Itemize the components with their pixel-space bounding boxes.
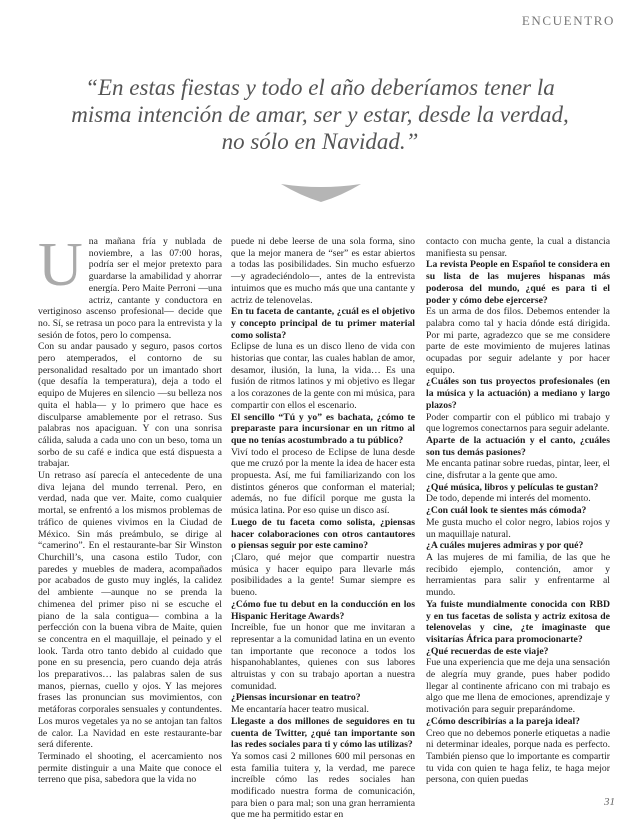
interview-question: El sencillo “Tú y yo” es bachata, ¿cómo te preparaste para incursionar en un ritmo al que no tenías acostumbrado a tu público?	[231, 411, 415, 446]
paragraph: Un retraso así parecía el antecedente de una diva lejana del mundo terrenal. Pero, en verdad, nada que ver. Maite, como cualquier mortal, se enfrentó a los mismos problemas de tráfico de quienes vivimos en la Ciudad de México. Sin más preámbulo, se dirige al “camerino”. En el restaurante-bar Sir Winston Churchill’s, una casona estilo Tudor, con paredes y muebles de madera, acompañados por acabados de gusto muy inglés, la calidez del ambiente —aunque no se prenda la chimenea del primer piso ni se escuche el piano de la sala contigua— combina a la perfección con la buena vibra de Maite, quien se concentra en el maquillaje, el peinado y el look. Tarda otro tanto debido al cuidado que pone en su presencia, pero cuando deja atrás los preparativos… las palabras salen de sus manos, piernas, cuello y ojos. Y las mejores frases las pronuncian sus movimientos, con metáforas corporales sensuales y contundentes. Los muros vegetales ya no se antojan tan faltos de calor. La Navidad en este restaurante-bar será diferente.	[38, 470, 222, 751]
interview-answer: Eclipse de luna es un disco lleno de vida con historias que contar, las cuales hablan de amor, desamor, ilusión, la luna, la vida… Es una fusión de ritmos latinos y mi objetivo es llegar a los corazones de la gente con mi música, para compartir con ellos el escenario.	[231, 341, 415, 411]
interview-answer: puede ni debe leerse de una sola forma, sino que la mejor manera de “ser” es estar abiertos a todas las posibilidades. Sin mucho esfuerzo —y agradeciéndolo—, antes de la entrevista intuimos que es mucho más que una cantante y actriz de telenovelas.	[231, 236, 415, 306]
interview-question: ¿A cuáles mujeres admiras y por qué?	[426, 540, 584, 552]
article-column-2	[231, 236, 415, 821]
paragraph: Terminado el shooting, el acercamiento nos permite distinguir a una Maite que conoce el terreno que pisa, sabedora que la vida no	[38, 750, 222, 786]
interview-question: ¿Qué música, libros y películas te gustan?	[426, 481, 599, 493]
interview-answer: A las mujeres de mi familia, de las que he recibido ejemplo, contención, amor y herramientas para salir y enfrentarme al mundo.	[426, 551, 610, 599]
interview-answer: contacto con mucha gente, la cual a distancia manifiesta su pensar.	[426, 236, 610, 259]
interview-question: ¿Cuáles son tus proyectos profesionales (en la música y la actuación) a mediano y largo plazos?	[426, 376, 610, 411]
paragraph: Con su andar pausado y seguro, pasos cortos pero atemperados, el contorno de su personalidad resaltado por un imantado short (que desafía la temperatura), deja a todo el equipo de Mujeres en silencio —su belleza nos quita el habla— y lo primero que hace es disculparse amablemente por el retraso. Sus palabras nos apaciguan. Y con una sonrisa cálida, saluda a cada uno con un beso, toma un sorbo de su café e indica que está dispuesta a trabajar.	[38, 341, 222, 470]
interview-question: Llegaste a dos millones de seguidores en tu cuenta de Twitter, ¿qué tan importante son las redes sociales para ti y cómo las utilizas?	[231, 715, 415, 751]
interview-question: ¿Cómo describirías a la pareja ideal?	[426, 715, 581, 727]
interview-question: La revista People en Español te considera en su lista de las mujeres hispanas más poderosa del mundo, ¿qué es para ti el poder y cómo debe ejercerse?	[426, 259, 610, 306]
interview-answer: Creo que no debemos ponerle etiquetas a nadie ni determinar ideales, porque nada es perfecto. También pienso que lo importante es compartir tu vida con quien te haga feliz, te haga mejor persona, con quien puedas	[426, 727, 610, 786]
ornament-divider-icon	[281, 182, 361, 204]
interview-question: Luego de tu faceta como solista, ¿piensas hacer colaboraciones con otros cantautores o piensas seguir por este camino?	[231, 516, 415, 552]
drop-cap: U	[38, 231, 83, 299]
interview-question: Aparte de la actuación y el canto, ¿cuáles son tus demás pasiones?	[426, 434, 610, 458]
article-column-1	[38, 231, 222, 796]
interview-answer: Viví todo el proceso de Eclipse de luna desde que me cruzó por la mente la idea de hacer esta propuesta. Así, me fui familiarizando con los distintos géneros que conforman el material; además, no fue difícil porque me gusta la música latina. Por eso quise un disco así.	[231, 446, 415, 517]
interview-answer: Es un arma de dos filos. Debemos entender la palabra como tal y hacia dónde está dirigida. Por mi parte, agradezco que se me considere parte de este movimiento de mujeres latinas ocupadas por seguir adelante y por hacer equipo.	[426, 306, 610, 376]
paragraph: na mañana fría y nublada de noviembre, a las 07:00 horas, podría ser el mejor pretexto para guardarse la amabilidad y ahorrar energía. Pero Maite Perroni —una actriz, cantante y conductora en vertiginoso ascenso profesional— decide que no. Sí, se retrasa un poco para la entrevista y la sesión de fotos, pero lo compensa.	[38, 236, 222, 341]
interview-answer: Poder compartir con el público mi trabajo y que logremos conectarnos para seguir adelante.	[426, 411, 610, 435]
interview-answer: Me gusta mucho el color negro, labios rojos y un maquillaje natural.	[426, 516, 610, 540]
interview-question: ¿Con cuál look te sientes más cómoda?	[426, 505, 587, 517]
interview-question: ¿Qué recuerdas de este viaje?	[426, 645, 549, 657]
interview-answer: De todo, depende mi interés del momento.	[426, 493, 591, 505]
interview-question: ¿Piensas incursionar en teatro?	[231, 692, 361, 704]
interview-answer: Ya somos casi 2 millones 600 mil personas en esta familia tuitera y, la verdad, me parece increíble cómo las redes sociales han modificado nuestra forma de comunicación, para bien o para mal; son una gran herramienta que me ha permitido estar en	[231, 750, 415, 821]
interview-question: ¿Cómo fue tu debut en la conducción en los Hispanic Heritage Awards?	[231, 598, 415, 622]
section-header: ENCUENTRO	[521, 13, 615, 28]
interview-answer: Me encanta patinar sobre ruedas, pintar, leer, el cine, disfrutar a la gente que amo.	[426, 458, 610, 482]
interview-question: Ya fuiste mundialmente conocida con RBD y en tus facetas de solista y actriz exitosa de telenovelas y cine, ¿te imaginaste que visitarías África para promocionarte?	[426, 598, 610, 645]
interview-answer: ¡Claro, qué mejor que compartir nuestra música y hacer equipo para llevarle más posibilidades a la gente! Sumar siempre es bueno.	[231, 551, 415, 599]
article-column-3	[426, 236, 610, 796]
interview-answer: Me encantaría hacer teatro musical.	[231, 704, 369, 716]
pull-quote: “En estas fiestas y todo el año deberíamos tener la misma intención de amar, ser y estar, desde la verdad, no sólo en Navidad.”	[71, 75, 569, 154]
interview-answer: Fue una experiencia que me deja una sensación de alegría muy grande, pues haber podido llegar al continente africano con mi trabajo es algo que me llena de emociones, aprendizaje y motivación para seguir preparándome.	[426, 657, 610, 716]
interview-question: En tu faceta de cantante, ¿cuál es el objetivo y concepto principal de tu primer material como solista?	[231, 306, 415, 341]
interview-answer: Increíble, fue un honor que me invitaran a representar a la comunidad latina en un evento tan importante que reconoce a todos los hispanohablantes, quienes con sus labores altruistas y con su trabajo aportan a nuestra comunidad.	[231, 622, 415, 692]
page-number: 31	[604, 796, 615, 808]
